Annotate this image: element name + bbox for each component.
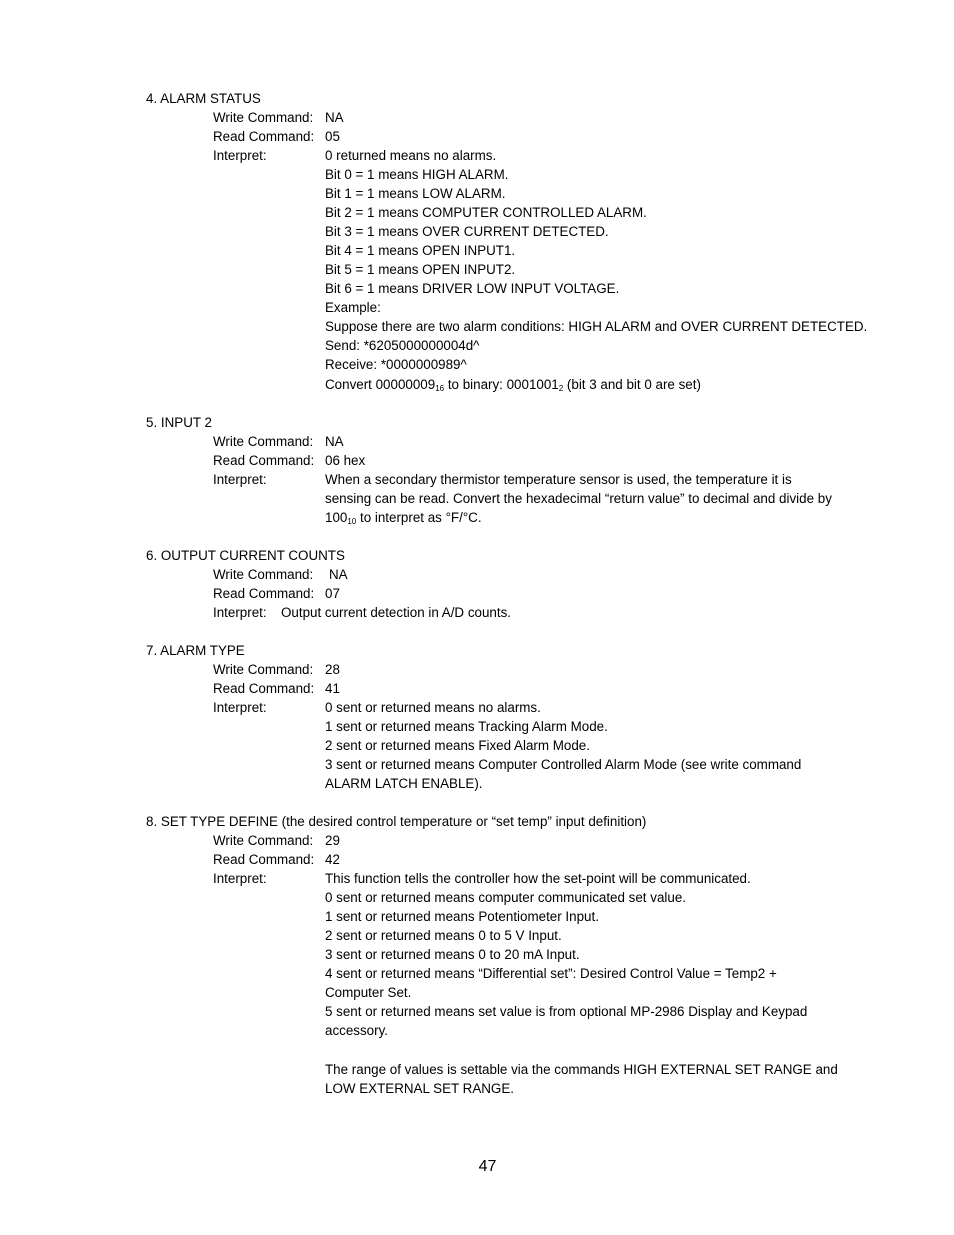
interpret-line: Receive: *0000000989^ [325, 357, 467, 372]
base-subscript: 10 [347, 517, 357, 526]
read-command-label: Read Command: [213, 586, 315, 601]
interpret-line: Bit 3 = 1 means OVER CURRENT DETECTED. [325, 224, 609, 239]
interpret-line [325, 508, 482, 527]
section-heading: 4. ALARM STATUS [146, 91, 261, 106]
convert-middle: to binary: 0001001 [444, 377, 559, 392]
interpret-line: Bit 1 = 1 means LOW ALARM. [325, 186, 506, 201]
interpret-label: Interpret: [213, 700, 267, 715]
read-command-value: 42 [325, 852, 340, 867]
section-heading: 5. INPUT 2 [146, 415, 212, 430]
interpret-line: 0 returned means no alarms. [325, 148, 497, 163]
interpret-prefix: 100 [325, 510, 348, 525]
interpret-line: Example: [325, 300, 381, 315]
interpret-line: Bit 2 = 1 means COMPUTER CONTROLLED ALARM. [325, 205, 647, 220]
interpret-suffix: to interpret as °F/°C. [356, 510, 482, 525]
convert-prefix: Convert 00000009 [325, 377, 436, 392]
write-command-value: 28 [325, 662, 340, 677]
interpret-line: 2 sent or returned means 0 to 5 V Input. [325, 928, 562, 943]
write-command-label: Write Command: [213, 110, 314, 125]
base-subscript: 2 [558, 384, 564, 393]
interpret-line: Send: *6205000000004d^ [325, 338, 480, 353]
convert-line [325, 375, 701, 394]
interpret-line: Bit 6 = 1 means DRIVER LOW INPUT VOLTAGE. [325, 281, 620, 296]
read-command-value: 05 [325, 129, 340, 144]
interpret-line: 0 sent or returned means computer communicated set value. [325, 890, 686, 905]
interpret-line: 3 sent or returned means 0 to 20 mA Input. [325, 947, 580, 962]
base-subscript: 16 [435, 384, 445, 393]
interpret-line: 1 sent or returned means Potentiometer Input. [325, 909, 599, 924]
convert-suffix: (bit 3 and bit 0 are set) [563, 377, 701, 392]
interpret-line: sensing can be read. Convert the hexadecimal “return value” to decimal and divide by [325, 491, 832, 506]
interpret-line: This function tells the controller how the set-point will be communicated. [325, 871, 751, 886]
interpret-line: 5 sent or returned means set value is from optional MP-2986 Display and Keypad [325, 1004, 808, 1019]
interpret-line: The range of values is settable via the commands HIGH EXTERNAL SET RANGE and [325, 1062, 838, 1077]
write-command-label: Write Command: [213, 434, 314, 449]
write-command-value: NA [329, 567, 348, 582]
write-command-value: NA [325, 434, 344, 449]
interpret-label: Interpret: [213, 605, 267, 620]
interpret-line: Output current detection in A/D counts. [281, 605, 512, 620]
interpret-line: Bit 0 = 1 means HIGH ALARM. [325, 167, 509, 182]
interpret-line: 2 sent or returned means Fixed Alarm Mode. [325, 738, 590, 753]
interpret-line: 3 sent or returned means Computer Controlled Alarm Mode (see write command [325, 757, 802, 772]
interpret-line: accessory. [325, 1023, 389, 1038]
section-heading: 6. OUTPUT CURRENT COUNTS [146, 548, 345, 563]
interpret-line: 1 sent or returned means Tracking Alarm Mode. [325, 719, 608, 734]
section-heading: 8. SET TYPE DEFINE (the desired control temperature or “set temp” input definition) [146, 814, 647, 829]
interpret-label: Interpret: [213, 871, 267, 886]
write-command-value: NA [325, 110, 344, 125]
section-heading: 7. ALARM TYPE [146, 643, 245, 658]
write-command-label: Write Command: [213, 662, 314, 677]
interpret-line: Bit 4 = 1 means OPEN INPUT1. [325, 243, 516, 258]
interpret-line: Computer Set. [325, 985, 412, 1000]
interpret-line: 4 sent or returned means “Differential set”: Desired Control Value = Temp2 + [325, 966, 777, 981]
write-command-label: Write Command: [213, 567, 314, 582]
read-command-label: Read Command: [213, 453, 315, 468]
interpret-label: Interpret: [213, 472, 267, 487]
write-command-value: 29 [325, 833, 340, 848]
interpret-line: 0 sent or returned means no alarms. [325, 700, 541, 715]
read-command-value: 06 hex [325, 453, 366, 468]
interpret-line: Bit 5 = 1 means OPEN INPUT2. [325, 262, 516, 277]
read-command-value: 07 [325, 586, 340, 601]
interpret-line: When a secondary thermistor temperature sensor is used, the temperature it is [325, 472, 792, 487]
interpret-line: ALARM LATCH ENABLE). [325, 776, 483, 791]
read-command-label: Read Command: [213, 129, 315, 144]
write-command-label: Write Command: [213, 833, 314, 848]
read-command-label: Read Command: [213, 852, 315, 867]
read-command-value: 41 [325, 681, 340, 696]
interpret-line: Suppose there are two alarm conditions: HIGH ALARM and OVER CURRENT DETECTED. [325, 319, 868, 334]
page-number: 47 [478, 1158, 497, 1175]
interpret-label: Interpret: [213, 148, 267, 163]
read-command-label: Read Command: [213, 681, 315, 696]
interpret-line: LOW EXTERNAL SET RANGE. [325, 1081, 514, 1096]
